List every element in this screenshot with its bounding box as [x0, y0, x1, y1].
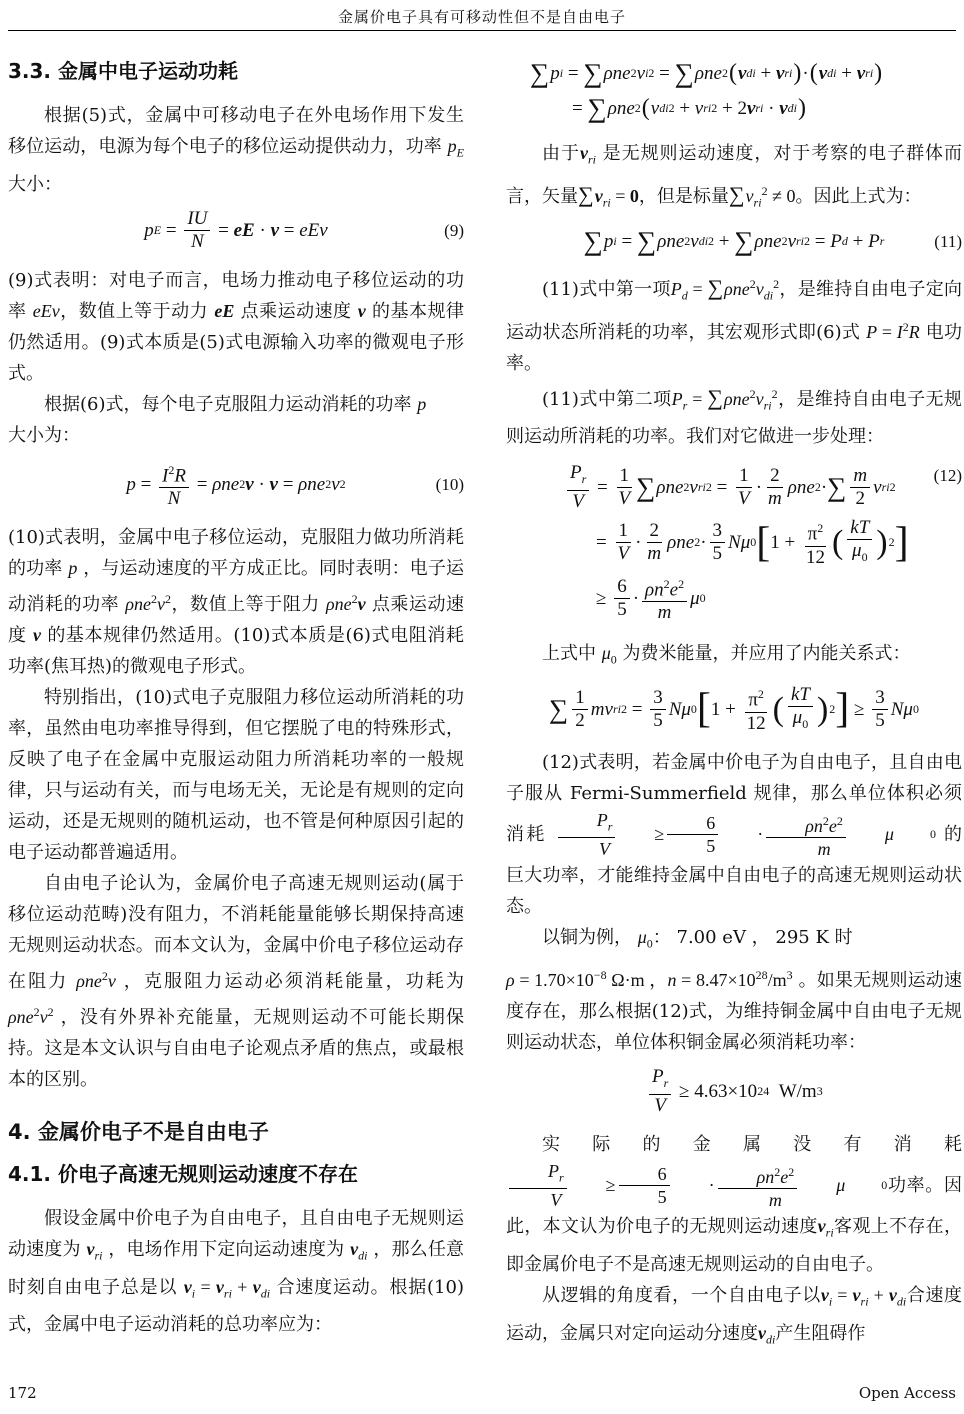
equation-11-number: (11) [934, 232, 962, 252]
paragraph-fermi-energy: 上式中 $\mu_0$ 为费米能量，并应用了内能关系式： [542, 642, 911, 667]
paragraph-first-term: (11)式中第一项$P_d = \sum\rho ne^2v_{di}^2$，是维持自由电子定向运动状态所消耗的功率，其宏观形式即(6)式 $P = I^2R$ 电功率。 [506, 275, 963, 374]
equation-11: ∑ p i = ∑ ρne 2 v di 2 + ∑ ρne 2 v ri 2 = P d + P r (11) [583, 226, 962, 257]
equation-9: p E = $\frac{IU}{N}$ = eE · v = eEv (9) [144, 207, 464, 252]
header-rule [8, 30, 956, 31]
paragraph-eq12-explanation: (12)式表明，若金属中价电子为自由电子，且自由电子服从 Fermi-Summerfield 规律，那么单位体积必须消耗 $\frac{P_r}{V}$ ≥ $\frac{6}{5}$ · $\frac{\rho n^2e^2}{m}$ μ 0 的巨大功率，才能维持金属中自由电子的高速无规则运动状态。 [506, 751, 962, 918]
paragraph-logic: 从逻辑的角度看，一个自由电子以$v_i = v_{ri} + v_{di}$合速度运动，金属只对定向运动分速度$v_{di}$产生阻碍作 [506, 1284, 963, 1347]
equation-10: p = $\frac{I^2R}{N}$ = ρne 2 v · v = ρne 2 v 2 (10) [8, 459, 464, 510]
paragraph-resistance-power: 根据(6)式，每个电子克服阻力运动消耗的功率 p 大小为： [8, 393, 427, 446]
section-4-1-title: 4.1. 价电子高速无规则运动速度不存在 [8, 1161, 358, 1186]
section-4-title: 4. 金属价电子不是自由电子 [8, 1119, 269, 1144]
paragraph-eq10-explanation: (10)式表明，金属中电子移位运动，克服阻力做功所消耗的功率 p ，与运动速度的平方成正比。同时表明：电子运动消耗的功率 $\rho ne^2v^2$，数值上等于阻力 ρne$^2$v 点乘运动速度 v 的基本规律仍然适用。(10)式本质是(6)式电阻消耗功率(焦耳热)的微观电子形式。 [8, 526, 465, 677]
running-header: 金属价电子具有可移动性但不是自由电子 [337, 8, 626, 26]
equation-10-number: (10) [435, 474, 464, 494]
equation-internal-energy: ∑ $\frac{1}{2}$ mv ri 2 = $\frac{3}{5}$ Nμ 0 [ 1 + $\frac{\pi^2}{12}$ ( $\frac{kT}{\mu_0}$ ) 2 ] ≥ $\frac{3}{5}$ Nμ 0 [549, 683, 919, 734]
equation-12: $\frac{P_r}{V}$ = $\frac{1}{V}$ ∑ ρne 2 v ri 2 = $\frac{1}{V}$ · $\frac{2}{m}$ ρne 2 · ∑ $\frac{m}{2}$ v ri 2 = $\frac{1}{V}$ · $\frac{2}{m}$ ρne 2 · $\frac{3}{5}$ Nμ 0 [ 1 + $\frac{\pi^2}{12}$ ( $\frac{kT}{\mu_0}$ ) 2 ] ≥ $\frac{6}{5}$ · $\frac{\rho n^2e^2}{m}$ μ 0 (12) [506, 460, 962, 625]
paragraph-free-electron-theory: 自由电子论认为，金属价电子高速无规则运动(属于移位运动范畴)没有阻力，不消耗能量能够长期保持高速无规则运动状态。而本文认为，金属中价电子移位运动存在阻力 ρne$^2$v ，克服阻力运动必须消耗能量，功耗为 $\rho ne^2v^2$ ，没有外界补充能量，无规则运动不可能长期保持。这是本文认识与自由电子论观点矛盾的焦点，或最根本的区别。 [8, 872, 464, 1090]
section-3-3-title: 3.3. 金属中电子运动功耗 [8, 59, 238, 83]
paragraph-copper-example: 以铜为例， $\mu_0$： 7.00 eV ， 295 K 时 $\rho = 1.70\times 10^{-8}$ Ω·m ，$n = 8.47\times 10^{28}/m^3$ 。如果无规则运动速度存在，那么根据(12)式，为维持铜金属中自由电子无规则运动状态，单位体积铜金属必须消耗功率： [506, 927, 962, 1053]
equation-12-number: (12) [933, 466, 962, 486]
journal-label: Open Access [858, 1384, 956, 1402]
right-column [506, 56, 962, 1355]
left-column [8, 56, 464, 1340]
equation-copper-power: $\frac{P_r}{V}$ ≥ 4.63×10 24 W/m 3 [506, 1066, 962, 1117]
paragraph-power-source: 根据(5)式，金属中可移动电子在外电场作用下发生移位运动，电源为每个电子的移位运动提供动力，功率 $p_E$ 大小： [8, 105, 464, 195]
paragraph-eq9-explanation: (9)式表明：对电子而言，电场力推动电子移位运动的功率 eEv，数值上等于动力 eE 点乘运动速度 v 的基本规律仍然适用。(9)式本质是(5)式电源输入功率的微观电子形式。 [8, 269, 464, 384]
page-number: 172 [8, 1384, 37, 1402]
paragraph-special-note: 特别指出，(10)式电子克服阻力移位运动所消耗的功率，虽然由电功率推导得到，但它摆脱了电的特殊形式，反映了电子在金属中克服运动阻力所消耗功率的一般规律，只与运动有关，而与电场无关，无论是有规则的定向运动，还是无规则的随机运动，也不管是何种原因引起的电子运动都普遍适用。 [8, 686, 464, 863]
paragraph-random-velocity: 由于$v_{ri}$ 是无规则运动速度，对于考察的电子群体而言，矢量$\sum v_{ri} = 0$，但是标量$\sum v_{ri}^2 \ne 0$。因此上式为： [506, 143, 962, 210]
equation-9-number: (9) [444, 220, 464, 240]
paragraph-assumption: 假设金属中价电子为自由电子，且自由电子无规则运动速度为 $v_{ri}$ ，电场作用下定向运动速度为 $v_{di}$ ，那么任意时刻自由电子总是以 $v_i = v_{ri} + v_{di}$ 合速度运动。根据(10)式，金属中电子运动消耗的总功率应为： [8, 1207, 464, 1336]
paragraph-second-term: (11)式中第二项$P_r = \sum\rho ne^2v_{ri}^2$，是维持自由电子无规则运动所消耗的功率。我们对它做进一步处理： [506, 384, 962, 448]
equation-total-power: ∑ p i = ∑ ρne 2 v i 2 = ∑ ρne 2 ( v di + v ri ) · ( v di + v ri ) = ∑ ρne 2 ( v di 2 + v ri 2 + 2 v ri · v di ) [530, 58, 883, 123]
paragraph-conclusion: 实际的金属没有消耗 $\frac{P_r}{V}$ ≥ $\frac{6}{5}$ · $\frac{\rho n^2e^2}{m}$ μ 0 功率。因此，本文认为价电子的无规则运动速度$v_{ri}$客观上不存在，即金属价电子不是高速无规则运动的自由电子。 [506, 1133, 963, 1275]
